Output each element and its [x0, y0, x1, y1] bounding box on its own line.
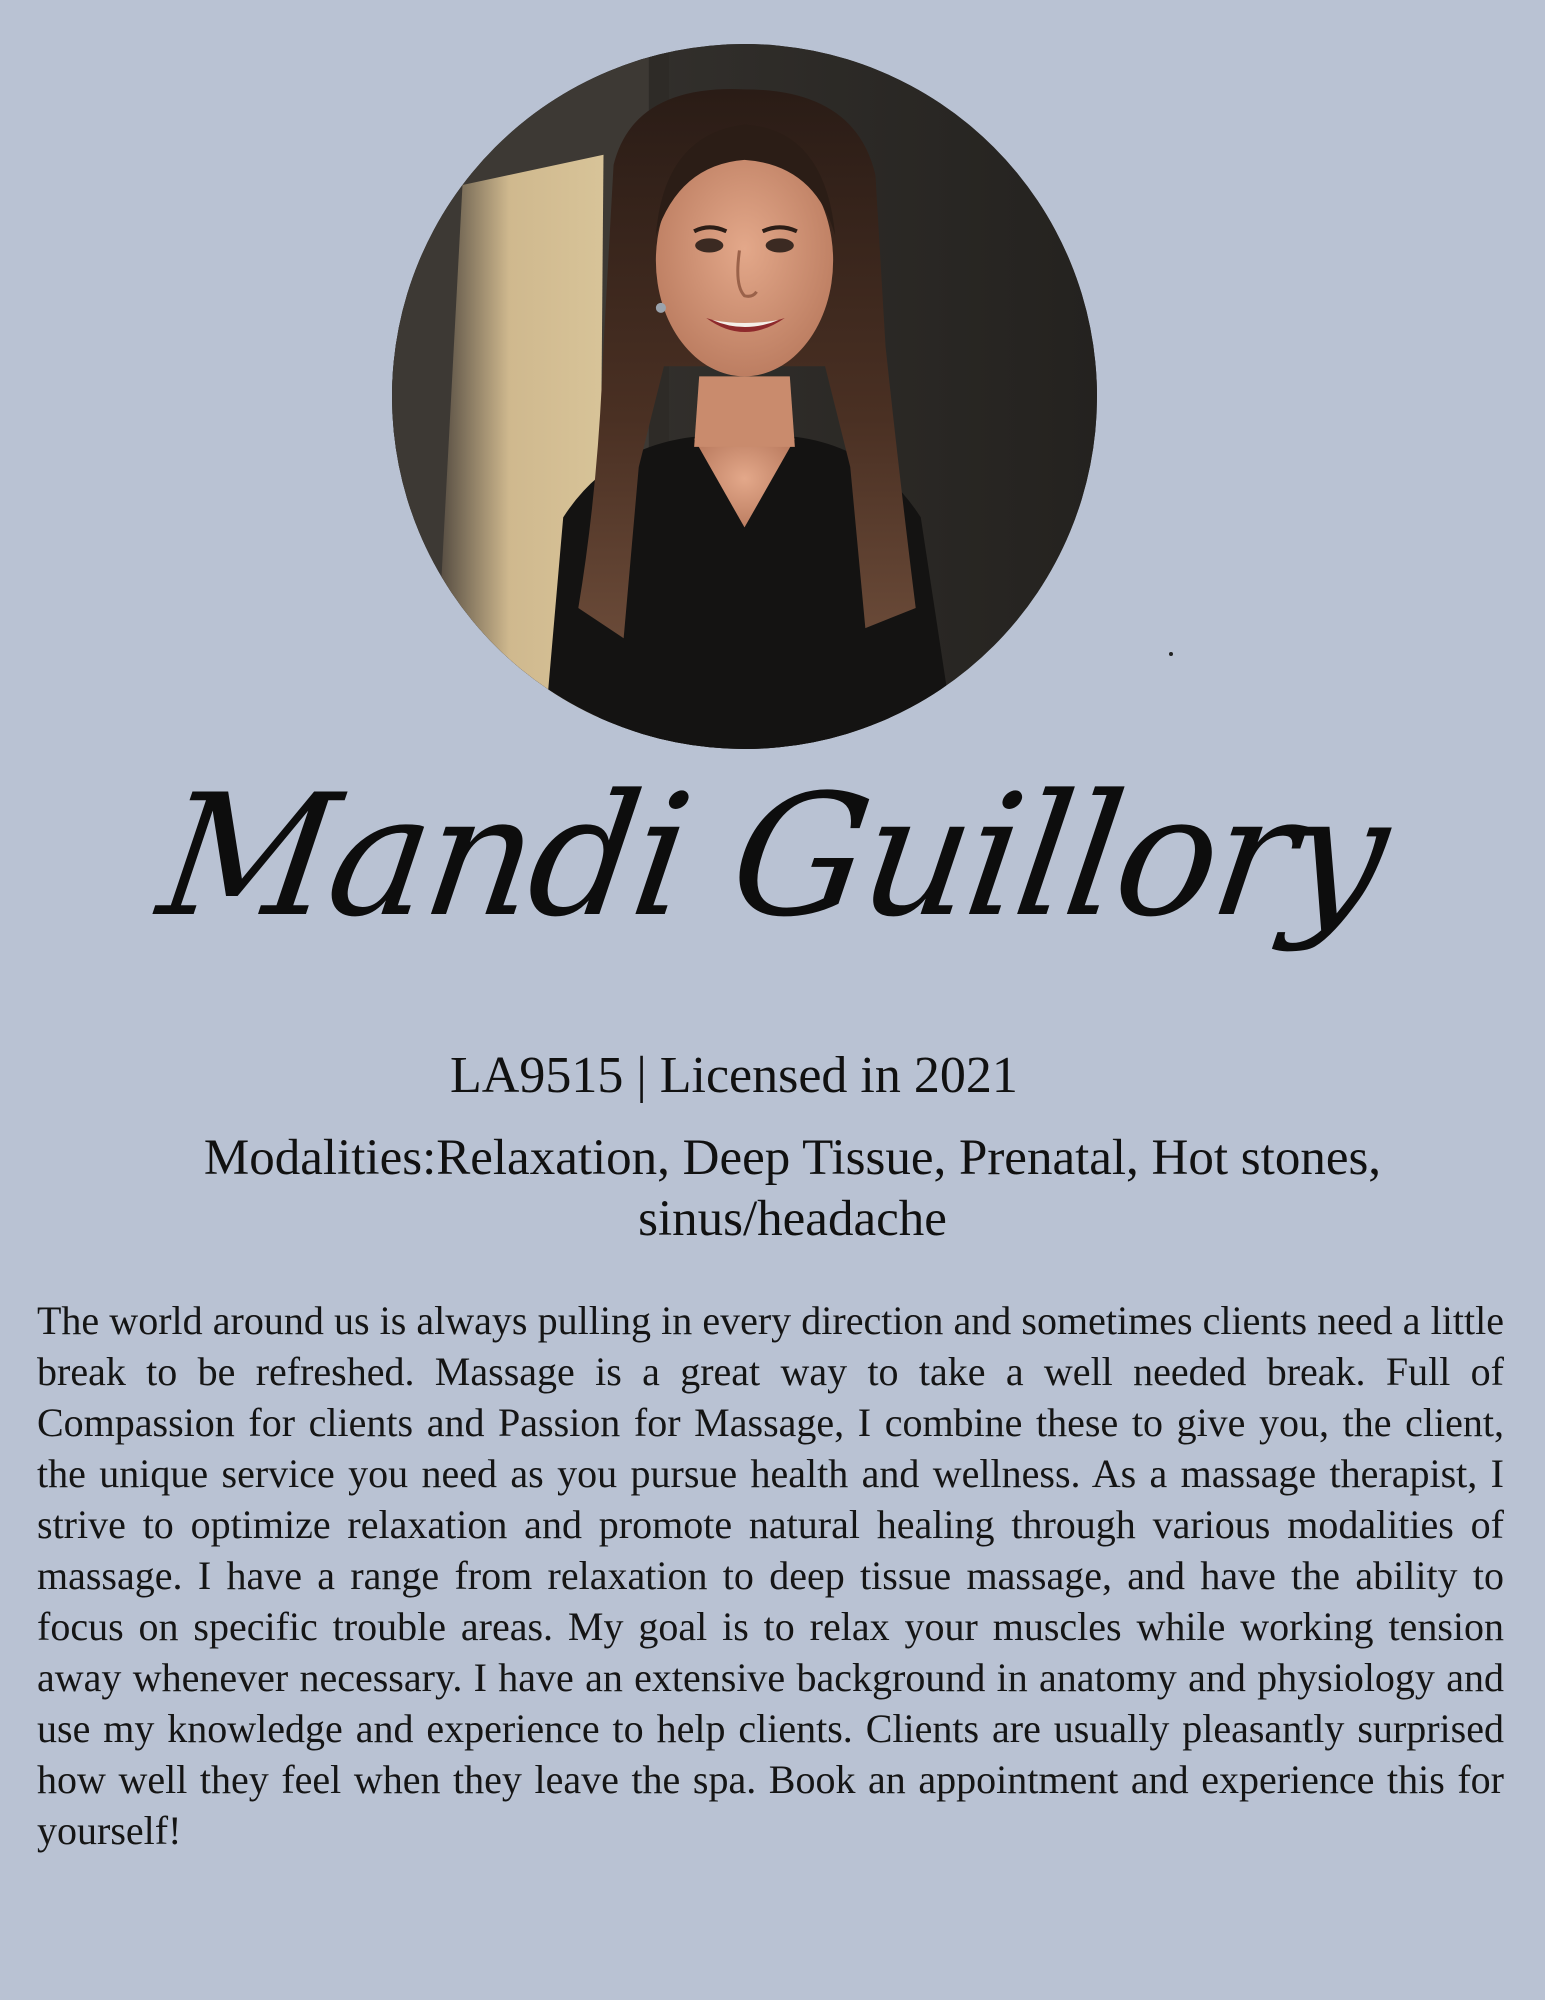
stray-dot [1169, 652, 1173, 656]
therapist-name: Mandi Guillory [149, 758, 1396, 954]
portrait-illustration [392, 44, 1097, 749]
profile-portrait [392, 44, 1097, 749]
modalities-text: Modalities:Relaxation, Deep Tissue, Prenatal, Hot stones, sinus/headache [203, 1130, 1382, 1247]
license-info: LA9515 | Licensed in 2021 [450, 1047, 1018, 1104]
bio-paragraph: The world around us is always pulling in every direction and sometimes clients need a little break to be refreshed. Massage is a great way to take a well needed break. Full of Compassion for clients and Passion for Massage, I combine these to give you, the client, the unique service you need as you pursue health and wellness. As a massage therapist, I strive to optimize relaxation and promote natural healing through various modalities of massage. I have a range from relaxation to deep tissue massage, and have the ability to focus on specific trouble areas. My goal is to relax your muscles while working tension away whenever necessary. I have an extensive background in anatomy and physiology and use my knowledge and experience to help clients. Clients are usually pleasantly surprised how well they feel when they leave the spa. Book an appointment and experience this for yourself! [37, 1298, 1504, 1853]
